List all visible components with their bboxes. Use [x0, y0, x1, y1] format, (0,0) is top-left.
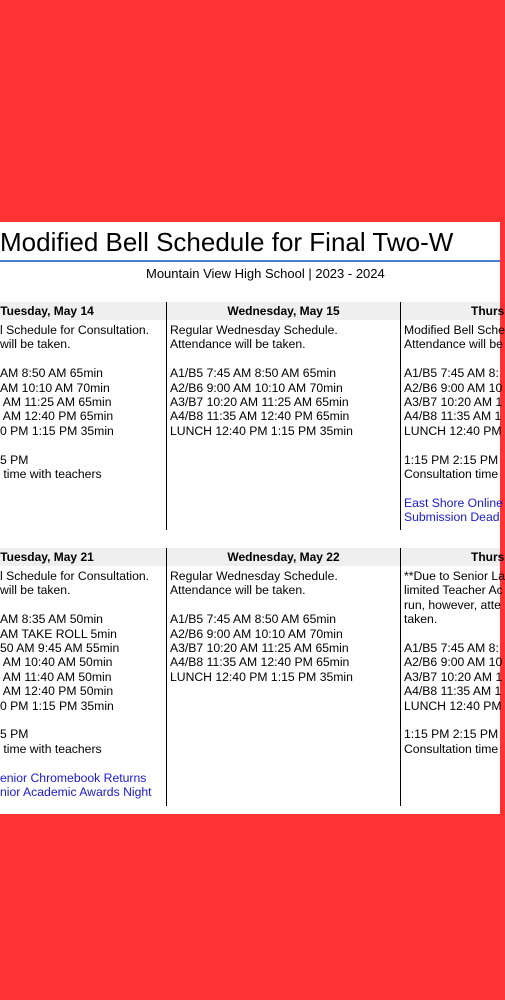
- schedule-line: A2/B6 9:00 AM 10: [404, 655, 503, 670]
- schedule-line: A4/B8 11:35 AM 12:40 PM 65min: [170, 409, 350, 424]
- schedule-line: A3/B7 10:20 AM 1: [404, 669, 503, 684]
- event-link[interactable]: nior Academic Awards Night: [0, 785, 152, 800]
- schedule-line: will be taken.: [0, 337, 71, 352]
- schedule-line: A2/B6 9:00 AM 10:10 AM 70min: [170, 626, 343, 641]
- week2-schedule-table: [0, 548, 505, 806]
- schedule-line: Consultation time: [404, 467, 499, 482]
- schedule-line: 50 AM 9:45 AM 55min: [0, 641, 120, 656]
- day-column: [0, 548, 166, 806]
- day-column: [167, 548, 400, 806]
- day-header: Thurs: [401, 548, 500, 566]
- schedule-line: AM 12:40 PM 50min: [0, 684, 114, 699]
- event-link[interactable]: East Shore Online: [404, 495, 503, 510]
- schedule-line: A2/B6 9:00 AM 10: [404, 380, 503, 395]
- schedule-line: Attendance will be: [404, 337, 503, 352]
- schedule-line: LUNCH 12:40 PM: [404, 698, 502, 713]
- schedule-line: AM 10:10 AM 70min: [0, 380, 110, 395]
- day-schedule-text: [401, 320, 505, 525]
- schedule-line: Attendance will be taken.: [170, 583, 306, 598]
- schedule-line: 1:15 PM 2:15 PM: [404, 727, 499, 742]
- schedule-line: [404, 713, 497, 727]
- document-subtitle: Mountain View High School | 2023 - 2024: [146, 266, 385, 281]
- column-divider: [400, 302, 401, 530]
- schedule-line: AM 10:40 AM 50min: [0, 655, 113, 670]
- schedule-line: A1/B5 7:45 AM 8:50 AM 65min: [170, 612, 336, 627]
- schedule-line: [170, 352, 397, 366]
- schedule-line: A3/B7 10:20 AM 1: [404, 395, 503, 410]
- schedule-line: LUNCH 12:40 PM 1:15 PM 35min: [170, 423, 353, 438]
- schedule-line: Consultation time: [404, 741, 499, 756]
- schedule-line: limited Teacher Ac: [404, 583, 503, 598]
- day-column: [401, 548, 505, 806]
- schedule-document: [0, 222, 505, 814]
- schedule-line: A4/B8 11:35 AM 12:40 PM 65min: [170, 655, 350, 670]
- column-divider: [400, 548, 401, 806]
- schedule-line: time with teachers: [0, 467, 102, 482]
- day-column: [401, 302, 505, 530]
- column-divider: [166, 302, 167, 530]
- schedule-line: taken.: [404, 612, 438, 627]
- schedule-line: time with teachers: [0, 741, 102, 756]
- title-divider: [0, 260, 500, 262]
- schedule-line: AM 11:40 AM 50min: [0, 669, 112, 684]
- day-column: [167, 302, 400, 530]
- document-title: Modified Bell Schedule for Final Two-W: [0, 227, 454, 257]
- day-header: Wednesday, May 15: [167, 302, 400, 320]
- schedule-line: AM 8:35 AM 50min: [0, 612, 103, 627]
- schedule-line: 0 PM 1:15 PM 35min: [0, 423, 114, 438]
- schedule-line: **Due to Senior La: [404, 569, 505, 583]
- column-divider: [166, 548, 167, 806]
- schedule-line: 5 PM: [0, 727, 29, 742]
- schedule-line: run, however, atte: [404, 597, 501, 612]
- schedule-line: AM 8:50 AM 65min: [0, 366, 103, 381]
- day-schedule-text: [0, 566, 166, 799]
- schedule-line: [0, 713, 163, 727]
- schedule-line: 0 PM 1:15 PM 35min: [0, 698, 114, 713]
- schedule-line: Regular Wednesday Schedule.: [170, 569, 338, 583]
- day-schedule-text: [167, 566, 400, 684]
- schedule-line: Attendance will be taken.: [170, 337, 306, 352]
- schedule-line: [0, 352, 163, 366]
- schedule-line: [0, 756, 163, 770]
- schedule-line: A4/B8 11:35 AM 1: [404, 684, 502, 699]
- schedule-line: Regular Wednesday Schedule.: [170, 323, 338, 337]
- schedule-line: LUNCH 12:40 PM 1:15 PM 35min: [170, 669, 353, 684]
- event-link[interactable]: Submission Dead: [404, 510, 500, 525]
- schedule-line: A1/B5 7:45 AM 8:: [404, 641, 499, 656]
- schedule-line: A4/B8 11:35 AM 1: [404, 409, 502, 424]
- schedule-line: A1/B5 7:45 AM 8:50 AM 65min: [170, 366, 336, 381]
- schedule-line: AM 11:25 AM 65min: [0, 395, 112, 410]
- schedule-line: [170, 598, 397, 612]
- schedule-line: LUNCH 12:40 PM: [404, 423, 502, 438]
- schedule-line: [404, 438, 497, 452]
- schedule-line: [404, 352, 497, 366]
- schedule-line: [0, 438, 163, 452]
- schedule-line: [0, 598, 163, 612]
- day-column: [0, 302, 166, 530]
- day-header: Tuesday, May 14: [0, 302, 166, 320]
- schedule-line: A2/B6 9:00 AM 10:10 AM 70min: [170, 380, 343, 395]
- schedule-line: will be taken.: [0, 583, 71, 598]
- schedule-line: l Schedule for Consultation.: [0, 569, 150, 583]
- schedule-line: A3/B7 10:20 AM 11:25 AM 65min: [170, 641, 349, 656]
- schedule-line: [404, 481, 497, 495]
- schedule-line: AM TAKE ROLL 5min: [0, 626, 117, 641]
- schedule-line: 1:15 PM 2:15 PM: [404, 452, 499, 467]
- day-header: Tuesday, May 21: [0, 548, 166, 566]
- schedule-line: A1/B5 7:45 AM 8:: [404, 366, 499, 381]
- week1-schedule-table: [0, 302, 505, 530]
- day-header: Thurs: [401, 302, 500, 320]
- schedule-line: A3/B7 10:20 AM 11:25 AM 65min: [170, 395, 349, 410]
- event-link[interactable]: enior Chromebook Returns: [0, 770, 147, 785]
- schedule-line: AM 12:40 PM 65min: [0, 409, 114, 424]
- schedule-line: 5 PM: [0, 452, 29, 467]
- day-header: Wednesday, May 22: [167, 548, 400, 566]
- schedule-line: Modified Bell Sche: [404, 323, 505, 337]
- day-schedule-text: [0, 320, 166, 481]
- day-schedule-text: [401, 566, 505, 756]
- schedule-line: l Schedule for Consultation.: [0, 323, 150, 337]
- day-schedule-text: [167, 320, 400, 438]
- schedule-line: [404, 627, 497, 641]
